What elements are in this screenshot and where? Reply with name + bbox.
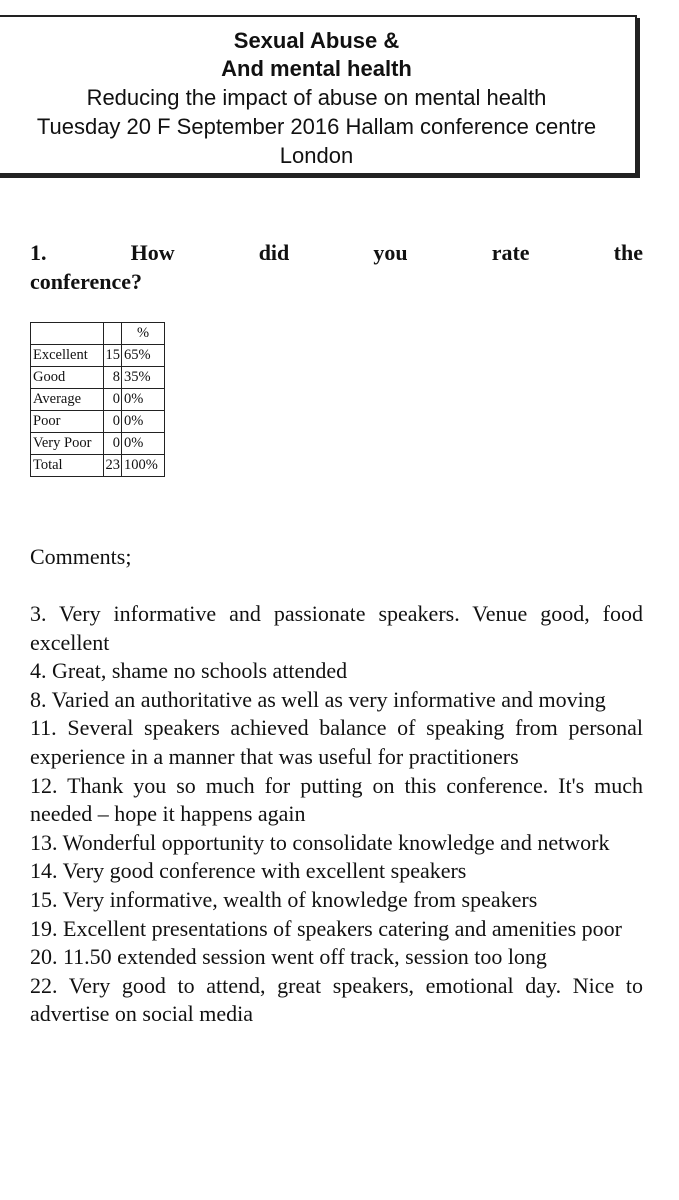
comments-heading: Comments;	[30, 544, 132, 569]
event-date-venue: Tuesday 20 F September 2016 Hallam conference centre	[36, 114, 597, 139]
question-heading	[30, 238, 643, 296]
comment-item: 14. Very good conference with excellent speakers	[30, 858, 467, 884]
comment-item: 20. 11.50 extended session went off track, session too long	[30, 944, 547, 970]
comment-item: 4. Great, shame no schools attended	[30, 658, 348, 684]
rating-count: 23	[104, 455, 122, 477]
rating-percent: 0%	[122, 433, 165, 455]
table-row	[31, 433, 165, 455]
title-line-1: Sexual Abuse &	[233, 28, 400, 53]
comment-item: 11. Several speakers achieved balance of speaking from personal experience in a manner that was useful for practitioners	[30, 715, 643, 769]
comments-list	[30, 600, 643, 1029]
rating-percent: 0%	[122, 389, 165, 411]
rating-label: Good	[31, 367, 104, 389]
question-number: 1.	[30, 240, 47, 265]
rating-count: 8	[104, 367, 122, 389]
rating-percent: 35%	[122, 367, 165, 389]
question-word: you	[373, 240, 408, 265]
comment-item: 19. Excellent presentations of speakers catering and amenities poor	[30, 915, 622, 941]
rating-count: 15	[104, 345, 122, 367]
table-header-row	[31, 323, 165, 345]
question-word: the	[613, 240, 643, 265]
table-cell	[104, 323, 122, 345]
rating-label: Very Poor	[31, 433, 104, 455]
comment-item: 13. Wonderful opportunity to consolidate knowledge and network	[30, 829, 610, 855]
subtitle: Reducing the impact of abuse on mental health	[86, 85, 547, 110]
table-row	[31, 389, 165, 411]
table-row	[31, 411, 165, 433]
rating-table	[30, 322, 165, 477]
comment-item: 3. Very informative and passionate speakers. Venue good, food excellent	[30, 601, 643, 655]
event-city: London	[279, 143, 354, 168]
rating-label: Average	[31, 389, 104, 411]
rating-percent: 65%	[122, 345, 165, 367]
rating-label: Poor	[31, 411, 104, 433]
title-line-2: And mental health	[221, 56, 412, 81]
question-word: conference?	[30, 269, 142, 294]
table-row-total	[31, 455, 165, 477]
rating-count: 0	[104, 389, 122, 411]
table-row	[31, 367, 165, 389]
comment-item: 8. Varied an authoritative as well as very informative and moving	[30, 686, 606, 712]
question-word: did	[258, 240, 290, 265]
comment-item: 15. Very informative, wealth of knowledge from speakers	[30, 886, 538, 912]
rating-count: 0	[104, 433, 122, 455]
question-word: rate	[491, 240, 530, 265]
rating-label: Excellent	[31, 345, 104, 367]
title-box	[0, 15, 637, 175]
comment-item: 12. Thank you so much for putting on this conference. It's much needed – hope it happens again	[30, 772, 643, 827]
rating-label: Total	[31, 455, 104, 477]
table-row	[31, 345, 165, 367]
table-cell	[31, 323, 104, 345]
rating-percent: 0%	[122, 411, 165, 433]
question-word: How	[130, 240, 175, 265]
rating-percent: 100%	[122, 455, 165, 477]
comment-item: 22. Very good to attend, great speakers, emotional day. Nice to advertise on social media	[30, 972, 643, 1027]
table-header-pct: %	[122, 323, 165, 345]
rating-count: 0	[104, 411, 122, 433]
